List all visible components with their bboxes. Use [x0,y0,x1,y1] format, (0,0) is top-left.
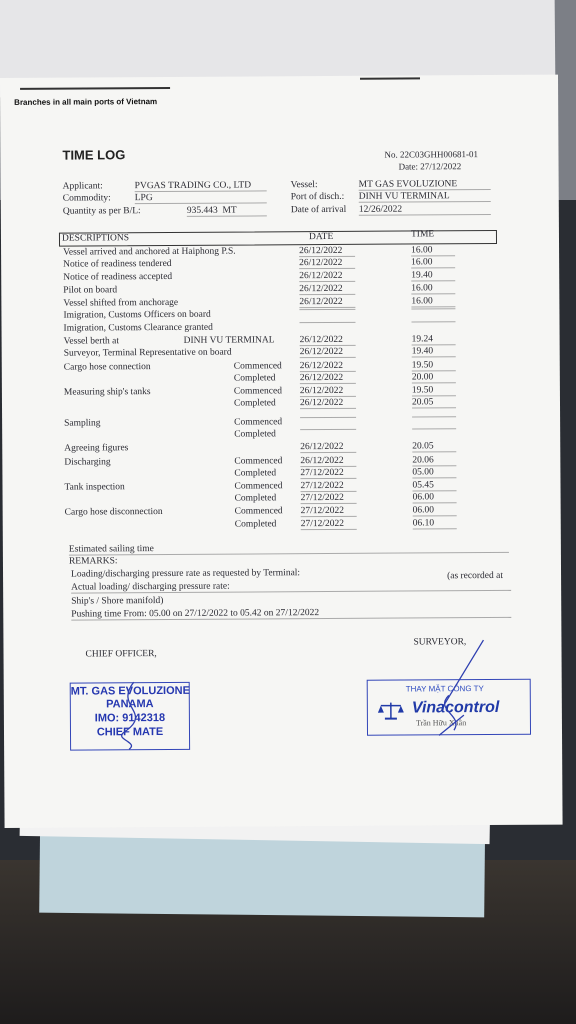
row-date: 26/12/2022 [300,335,356,346]
surveyor-signature [423,635,494,745]
branches-text: Branches in all main ports of Vietnam [14,97,158,107]
row-time: 20.00 [412,372,456,383]
stamp-flag: PANAMA [106,698,154,711]
row-description: Sampling [64,418,101,429]
row-status: Commenced [234,506,283,517]
commodity-value: LPG [135,192,267,204]
row-status: Completed [234,429,276,440]
row-date: 26/12/2022 [300,373,356,384]
surveyor-name: Trần Hữu Xuân [415,718,467,728]
row-status: Commenced [234,456,283,467]
arrival-label: Date of arrival [290,204,347,216]
row-status: Completed [233,373,276,384]
remarks-line3: Ship's / Shore manifold) [71,596,164,607]
row-time: 05.45 [412,480,456,491]
row-description: Imigration, Customs Clearance granted [63,322,213,334]
row-description: Vessel arrived and anchored at Haiphong P.S. [63,246,236,258]
row-date: 26/12/2022 [300,456,356,467]
quantity-value: 935.443 MT [187,205,267,216]
commodity-label: Commodity: [62,193,111,204]
row-time: 16.00 [411,257,455,268]
estimated-sailing: Estimated sailing time [69,542,509,556]
row-description: Measuring ship's tanks [63,387,151,398]
row-date: 26/12/2022 [300,386,356,397]
row-status: Completed [234,493,277,504]
row-time: 20.05 [412,441,456,452]
row-status: Commenced [233,361,282,372]
page-title: TIME LOG [62,147,126,163]
vinacontrol-logo: Vinacontrol [411,698,500,717]
row-time: 06.00 [413,505,457,516]
row-date: 27/12/2022 [301,519,357,530]
arrival-value: 12/26/2022 [359,204,491,216]
stamp-vessel-name: MT. GAS EVOLUZIONE [70,684,190,698]
row-time: 19.40 [411,270,455,281]
row-description: Notice of readiness accepted [63,271,173,283]
document-number: No. 22C03GHH00681-01 [384,149,479,160]
row-date: 27/12/2022 [301,506,357,517]
row-date: 27/12/2022 [301,493,357,504]
row-status: Commenced [233,386,282,397]
row-time [412,428,456,429]
top-rule-right [360,77,420,79]
row-time: 20.05 [412,397,456,408]
row-description: Notice of readiness tendered [63,258,172,270]
row-status: Commenced [234,481,283,492]
row-date: 26/12/2022 [300,398,356,409]
row-time [412,416,456,417]
remarks-line1: Loading/discharging pressure rate as requested by Terminal: [71,568,301,580]
applicant-label: Applicant: [62,181,103,192]
row-date: 26/12/2022 [299,271,355,282]
port-label: Port of disch.: [290,191,345,203]
time-log-document [0,75,563,828]
row-time: 19.40 [412,346,456,357]
row-description: Vessel shifted from anchorage [63,297,179,309]
stamp-imo: IMO: 9142318 [94,712,166,725]
row-description: Vessel berth at [63,336,120,347]
row-description: Discharging [64,457,111,468]
row-time: 16.00 [411,283,455,294]
quantity-label: Quantity as per B/L: [62,206,141,217]
row-status: Completed [234,468,277,479]
row-date: 26/12/2022 [299,246,355,257]
row-time [411,321,455,322]
row-description: Agreeing figures [64,443,129,454]
stamp-rank: CHIEF MATE [96,726,164,739]
row-time: 20.06 [412,455,456,466]
row-description: Surveyor, Terminal Representative on board [63,347,232,359]
chief-officer-signature [94,677,164,752]
row-date: 27/12/2022 [300,468,356,479]
row-time: 06.10 [413,518,457,529]
row-status: Completed [234,519,277,530]
row-time: 06.00 [413,492,457,503]
row-date: 26/12/2022 [299,258,355,269]
row-date [299,309,355,310]
port-value: DINH VU TERMINAL [359,191,491,203]
row-date: 26/12/2022 [299,284,355,295]
row-time [411,308,455,309]
col-time: TIME [410,229,435,240]
row-time: 19.50 [412,385,456,396]
row-date [299,322,355,323]
row-description: Pilot on board [63,285,118,296]
col-date: DATE [308,231,334,243]
row-time: 19.24 [412,334,456,345]
vessel-label: Vessel: [290,180,318,191]
remarks-line2: Actual loading/ discharging pressure rate: [71,580,511,594]
row-status: Commenced [234,417,283,428]
row-description: Cargo hose disconnection [64,507,163,518]
row-date: 26/12/2022 [300,361,356,372]
vessel-value: MT GAS EVOLUZIONE [359,179,491,191]
col-descriptions: DESCRIPTIONS [61,233,130,244]
row-time: 16.00 [411,245,455,256]
row-time: 16.00 [411,296,455,307]
row-status: DINH VU TERMINAL [183,335,275,346]
row-status: Completed [233,398,276,409]
row-time: 19.50 [412,360,456,371]
remarks-note: (as recorded at [447,570,504,582]
stamp-company-text: THAY MẶT CÔNG TY [405,684,484,694]
row-date: 26/12/2022 [300,442,356,453]
row-time: 05.00 [412,467,456,478]
surveyor-label: SURVEYOR, [413,637,467,648]
document-date: Date: 27/12/2022 [398,161,462,172]
top-rule [20,87,170,90]
remarks-label: REMARKS: [68,556,118,567]
row-date: 27/12/2022 [300,481,356,492]
row-date [300,429,356,430]
applicant-value: PVGAS TRADING CO., LTD [135,180,267,192]
row-date [300,417,356,418]
chief-officer-label: CHIEF OFFICER, [85,649,157,660]
pushing-time: Pushing time From: 05.00 on 27/12/2022 to 05.42 on 27/12/2022 [71,607,511,621]
row-date: 26/12/2022 [299,297,355,308]
row-description: Tank inspection [64,482,125,493]
scale-icon [378,701,404,721]
row-description: Cargo hose connection [63,362,151,373]
row-date: 26/12/2022 [300,347,356,358]
row-description: Imigration, Customs Officers on board [63,309,211,321]
